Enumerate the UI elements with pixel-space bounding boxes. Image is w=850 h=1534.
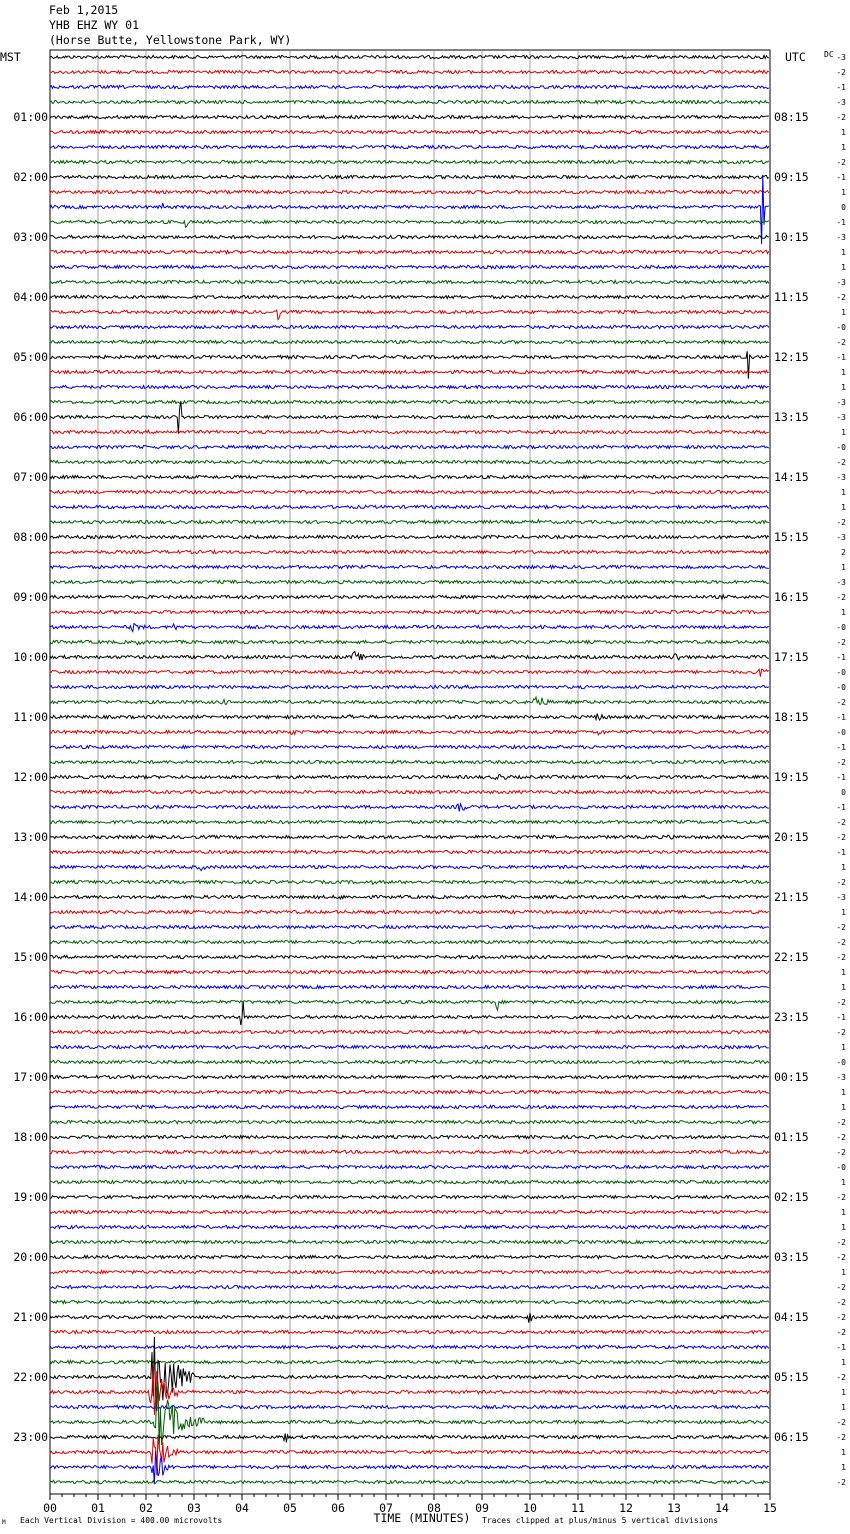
trace-line [50,265,769,268]
dc-offset-label: -3 [836,1073,846,1082]
left-hour-label: 01:00 [13,110,48,124]
dc-offset-label: -3 [836,578,846,587]
dc-offset-label: -3 [836,53,846,62]
dc-offset-label: -2 [836,593,846,602]
right-hour-label: 05:15 [774,1370,809,1384]
trace-line [50,955,769,958]
left-hour-label: 22:00 [13,1370,48,1384]
station-code: YHB EHZ WY 01 [49,18,140,32]
left-hour-label: 03:00 [13,230,48,244]
x-tick-label: 13 [667,1501,681,1515]
trace-line [50,1000,769,1010]
trace-line [50,1045,769,1048]
dc-offset-label: -2 [836,758,846,767]
left-hour-label: 10:00 [13,650,48,664]
trace-line [50,820,769,823]
trace-line [50,1300,769,1303]
trace-line [50,775,769,780]
left-hour-label: 13:00 [13,830,48,844]
dc-offset-label: -0 [836,623,846,632]
x-tick-label: 06 [331,1501,345,1515]
dc-offset-label: 1 [841,608,846,617]
left-timezone-label: MST [0,50,21,64]
dc-offset-label: 1 [841,1388,846,1397]
dc-offset-label: -2 [836,953,846,962]
trace-line [50,1135,769,1138]
x-tick-label: 07 [379,1501,393,1515]
x-tick-label: 11 [571,1501,585,1515]
left-hour-label: 08:00 [13,530,48,544]
x-tick-label: 10 [523,1501,537,1515]
trace-line [50,130,769,133]
trace-line [50,505,769,508]
trace-line [50,235,769,238]
right-hour-label: 03:15 [774,1250,809,1264]
trace-line [50,520,769,524]
dc-offset-label: -2 [836,1373,846,1382]
right-hour-label: 17:15 [774,650,809,664]
dc-offset-label: 1 [841,983,846,992]
trace-line [50,1285,769,1288]
trace-line [50,490,769,493]
trace-line [50,790,769,793]
trace-line [50,1225,769,1228]
left-hour-label: 07:00 [13,470,48,484]
left-hour-label: 14:00 [13,890,48,904]
trace-line [50,400,769,403]
trace-line [50,730,769,735]
right-hour-label: 13:15 [774,410,809,424]
trace-line [50,652,769,661]
dc-offset-label: -2 [836,923,846,932]
dc-offset-label: 1 [841,863,846,872]
station-location: (Horse Butte, Yellowstone Park, WY) [49,33,292,47]
trace-line [50,895,769,899]
dc-offset-label: -2 [836,158,846,167]
dc-header-label: DC [824,50,834,59]
trace-line [50,595,769,599]
dc-offset-label: -3 [836,278,846,287]
trace-line [50,669,769,677]
dc-offset-label: 1 [841,1448,846,1457]
dc-offset-label: -1 [836,773,846,782]
right-hour-label: 04:15 [774,1310,809,1324]
left-hour-label: 17:00 [13,1070,48,1084]
trace-line [50,145,769,148]
right-hour-label: 09:15 [774,170,809,184]
trace-line [50,970,769,973]
dc-offset-label: -0 [836,728,846,737]
trace-line [50,445,769,448]
dc-offset-label: -0 [836,683,846,692]
trace-line [50,1075,769,1078]
trace-line [50,940,769,943]
trace-line [50,1313,769,1323]
dc-offset-label: 1 [841,428,846,437]
trace-line [50,160,769,163]
trace-line [50,697,769,705]
left-hour-label: 05:00 [13,350,48,364]
trace-line [50,100,769,103]
x-axis-label: TIME (MINUTES) [373,1511,471,1525]
dc-offset-label: 1 [841,563,846,572]
right-hour-label: 14:15 [774,470,809,484]
left-hour-label: 18:00 [13,1130,48,1144]
x-tick-label: 02 [139,1501,153,1515]
trace-line [50,1105,769,1108]
x-tick-label: 08 [427,1501,441,1515]
dc-offset-label: 1 [841,1178,846,1187]
dc-offset-label: -1 [836,653,846,662]
left-hour-label: 06:00 [13,410,48,424]
trace-line [50,910,769,913]
dc-offset-label: 1 [841,263,846,272]
dc-offset-label: 1 [841,143,846,152]
dc-offset-label: -3 [836,233,846,242]
trace-line [50,460,769,463]
trace-line [50,550,769,553]
trace-line [50,1480,769,1483]
dc-offset-label: -0 [836,443,846,452]
dc-offset-label: -2 [836,1148,846,1157]
trace-line [50,1090,769,1093]
trace-line [50,430,769,433]
dc-offset-label: 1 [841,248,846,257]
x-tick-label: 03 [187,1501,201,1515]
dc-offset-label: 1 [841,1268,846,1277]
trace-line [50,1195,769,1198]
trace-line [50,1002,769,1026]
dc-offset-label: -2 [836,458,846,467]
dc-offset-label: 1 [841,1088,846,1097]
trace-line [50,1405,769,1408]
dc-offset-label: -2 [836,1238,846,1247]
dc-offset-label: -0 [836,1163,846,1172]
dc-offset-label: -2 [836,1328,846,1337]
trace-line [50,624,769,632]
dc-offset-label: -2 [836,1133,846,1142]
trace-line [50,475,769,478]
trace-line [50,1060,769,1063]
dc-offset-label: -1 [836,83,846,92]
dc-offset-label: 1 [841,1463,846,1472]
trace-line [50,760,769,763]
dc-offset-label: -2 [836,938,846,947]
trace-line [50,295,769,298]
dc-offset-label: -3 [836,398,846,407]
dc-offset-label: 1 [841,503,846,512]
dc-offset-label: -1 [836,1343,846,1352]
right-hour-label: 06:15 [774,1430,809,1444]
trace-line [50,1345,769,1348]
trace-line [50,55,769,58]
trace-line [50,580,769,583]
trace-line [50,1270,769,1273]
dc-offset-label: -3 [836,893,846,902]
dc-offset-label: -2 [836,878,846,887]
right-hour-label: 21:15 [774,890,809,904]
trace-line [50,325,769,328]
dc-offset-label: -2 [836,1298,846,1307]
dc-offset-label: 1 [841,488,846,497]
footer-mark: M [2,1519,6,1526]
trace-line [50,340,769,343]
right-hour-label: 00:15 [774,1070,809,1084]
dc-offset-label: 0 [841,203,846,212]
trace-line [50,370,769,373]
right-hour-label: 22:15 [774,950,809,964]
trace-line [50,385,769,388]
dc-offset-label: 1 [841,1223,846,1232]
dc-offset-label: -1 [836,353,846,362]
right-hour-label: 12:15 [774,350,809,364]
dc-offset-label: -2 [836,113,846,122]
trace-line [50,745,769,748]
dc-offset-label: 1 [841,908,846,917]
trace-line [50,685,769,688]
dc-offset-label: 1 [841,1103,846,1112]
trace-line [50,714,769,721]
trace-line [50,115,769,118]
right-hour-label: 16:15 [774,590,809,604]
dc-offset-label: 1 [841,188,846,197]
trace-line [50,1150,769,1153]
dc-offset-label: -1 [836,743,846,752]
trace-line [50,1330,769,1333]
dc-offset-label: -2 [836,998,846,1007]
left-hour-label: 04:00 [13,290,48,304]
trace-line [50,70,769,73]
left-hour-label: 16:00 [13,1010,48,1024]
dc-offset-label: 1 [841,1358,846,1367]
dc-offset-label: 2 [841,548,846,557]
trace-line [50,1165,769,1168]
trace-line [50,565,769,568]
dc-offset-label: -0 [836,323,846,332]
trace-line [50,310,769,320]
left-hour-label: 09:00 [13,590,48,604]
dc-offset-label: -2 [836,1283,846,1292]
dc-offset-label: -2 [836,293,846,302]
right-hour-label: 20:15 [774,830,809,844]
dc-offset-label: 1 [841,1208,846,1217]
dc-offset-label: -1 [836,803,846,812]
trace-line [50,610,769,613]
dc-offset-label: -2 [836,1313,846,1322]
x-tick-label: 01 [91,1501,105,1515]
trace-line [50,401,769,434]
dc-offset-label: -2 [836,1478,846,1487]
plot-date: Feb 1,2015 [49,3,119,17]
dc-offset-label: -1 [836,1013,846,1022]
clipping-note: Traces clipped at plus/minus 5 vertical divisions [482,1516,719,1525]
right-hour-label: 11:15 [774,290,809,304]
dc-offset-label: -1 [836,713,846,722]
right-hour-label: 23:15 [774,1010,809,1024]
dc-offset-label: -2 [836,698,846,707]
dc-offset-label: -3 [836,533,846,542]
left-hour-label: 02:00 [13,170,48,184]
dc-offset-label: 1 [841,968,846,977]
trace-line [50,351,769,378]
trace-line [50,175,769,178]
dc-offset-label: -2 [836,638,846,647]
dc-offset-label: -0 [836,668,846,677]
dc-offset-label: -3 [836,98,846,107]
dc-offset-label: -1 [836,848,846,857]
x-tick-label: 04 [235,1501,249,1515]
trace-line [50,1210,769,1213]
trace-line [50,175,769,244]
dc-offset-label: -3 [836,473,846,482]
dc-offset-label: -2 [836,68,846,77]
trace-line [50,1030,769,1033]
right-hour-label: 19:15 [774,770,809,784]
trace-line [50,190,769,193]
trace-line [50,280,769,283]
left-hour-label: 11:00 [13,710,48,724]
right-hour-label: 15:15 [774,530,809,544]
trace-line [50,835,769,839]
left-hour-label: 15:00 [13,950,48,964]
x-tick-label: 05 [283,1501,297,1515]
trace-line [50,865,769,870]
trace-line [50,1120,769,1123]
dc-offset-label: -2 [836,1433,846,1442]
trace-line [50,535,769,538]
dc-offset-label: -2 [836,518,846,527]
dc-offset-label: 0 [841,788,846,797]
trace-line [50,850,769,854]
x-tick-label: 14 [715,1501,729,1515]
x-tick-label: 00 [43,1501,57,1515]
x-tick-label: 12 [619,1501,633,1515]
trace-line [50,1240,769,1243]
dc-offset-label: -1 [836,218,846,227]
dc-offset-label: -2 [836,1418,846,1427]
trace-line [50,1255,769,1258]
right-timezone-label: UTC [785,50,806,64]
right-hour-label: 18:15 [774,710,809,724]
dc-offset-label: -2 [836,1253,846,1262]
dc-offset-label: -2 [836,1118,846,1127]
trace-line [50,925,769,928]
right-hour-label: 02:15 [774,1190,809,1204]
left-hour-label: 19:00 [13,1190,48,1204]
dc-offset-label: -2 [836,833,846,842]
dc-offset-label: -2 [836,818,846,827]
dc-offset-label: -3 [836,413,846,422]
trace-line [50,220,769,227]
right-hour-label: 01:15 [774,1130,809,1144]
dc-offset-label: 1 [841,128,846,137]
right-hour-label: 10:15 [774,230,809,244]
trace-line [50,85,769,88]
trace-line [50,985,769,988]
dc-offset-label: -1 [836,173,846,182]
right-hour-label: 08:15 [774,110,809,124]
trace-line [50,640,769,644]
dc-offset-label: -2 [836,1193,846,1202]
dc-offset-label: -0 [836,1058,846,1067]
dc-offset-label: 1 [841,308,846,317]
dc-offset-label: 1 [841,383,846,392]
trace-line [50,880,769,884]
dc-offset-label: -2 [836,1028,846,1037]
x-tick-label: 15 [763,1501,777,1515]
x-tick-label: 09 [475,1501,489,1515]
left-hour-label: 23:00 [13,1430,48,1444]
dc-offset-label: 1 [841,368,846,377]
left-hour-label: 12:00 [13,770,48,784]
dc-offset-label: -2 [836,338,846,347]
trace-line [50,1180,769,1183]
left-hour-label: 20:00 [13,1250,48,1264]
vertical-division-note: Each Vertical Division = 400.00 microvolts [20,1516,223,1525]
left-hour-label: 21:00 [13,1310,48,1324]
dc-offset-label: 1 [841,1403,846,1412]
dc-offset-label: 1 [841,1043,846,1052]
trace-line [50,804,769,812]
trace-line [50,250,769,253]
